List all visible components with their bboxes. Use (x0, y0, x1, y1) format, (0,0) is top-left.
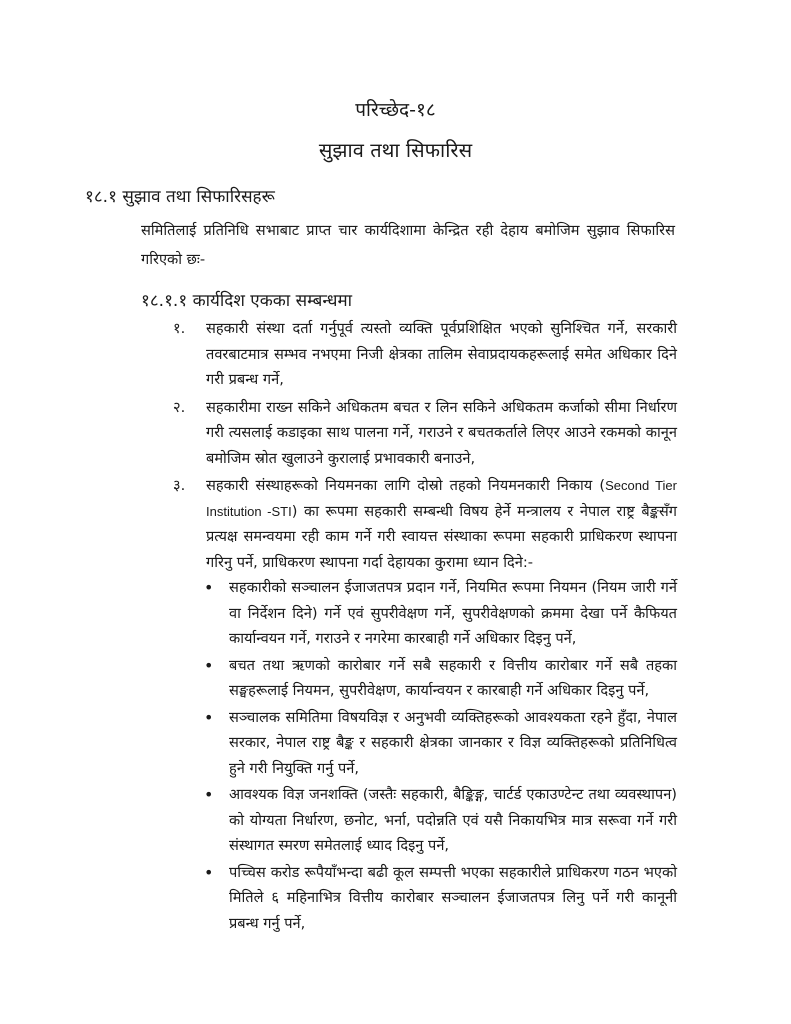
list-item (173, 473, 677, 575)
bullet-item (204, 860, 677, 937)
bullet-icon: • (204, 707, 214, 727)
list-item-text-part: सहकारी संस्थाहरूको नियमनका लागि दोस्रो तहको नियमनकारी निकाय ( (206, 477, 606, 494)
list-item-number: २. (173, 398, 186, 416)
bullet-list (204, 575, 677, 937)
subsection-title: कार्यदिश एकका सम्बन्धमा (192, 291, 353, 311)
numbered-list (173, 316, 677, 577)
list-item-text-part: ) का रूपमा सहकारी सम्बन्धी विषय हेर्ने मन्त्रालय र नेपाल राष्ट्र बैङ्कसँग प्रत्यक्ष समन्वयमा रही काम गर्ने गरी स्वायत्त संस्थाका रूपमा सहकारी प्राधिकरण स्थापना गरिनु पर्ने, प्राधिकरण स्थापना गर्दा देहायका कुरामा ध्यान दिने:- (206, 502, 678, 571)
bullet-icon: • (204, 862, 214, 882)
section-intro-paragraph: समितिलाई प्रतिनिधि सभाबाट प्राप्त चार कार्यदिशामा केन्द्रित रही देहाय बमोजिम सुझाव सिफारिस गरिएको छः- (141, 222, 675, 268)
list-item-text: सहकारी संस्था दर्ता गर्नुपूर्व त्यस्तो व्यक्ति पूर्वप्रशिक्षित भएको सुनिश्चित गर्ने, सरकारी तवरबाटमात्र सम्भव नभएमा निजी क्षेत्रका तालिम सेवाप्रदायकहरूलाई समेत अधिकार दिने गरी प्रबन्ध गर्ने, (206, 320, 677, 388)
bullet-item-text: पच्चिस करोड रूपैयाँभन्दा बढी कूल सम्पत्ती भएका सहकारीले प्राधिकरण गठन भएको मितिले ६ महिनाभित्र वित्तीय कारोबार सञ्चालन ईजाजतपत्र लिनु पर्ने गरी कानूनी प्रबन्ध गर्नु पर्ने, (229, 863, 677, 932)
list-item-number: ३. (173, 477, 186, 494)
bullet-item-text: सहकारीको सञ्चालन ईजाजतपत्र प्रदान गर्ने, नियमित रूपमा नियमन (नियम जारी गर्ने वा निर्देशन दिने) गर्ने एवं सुपरीवेक्षण गर्ने, सुपरीवेक्षणको क्रममा देखा पर्ने कैफियत कार्यान्वयन गर्ने, गराउने र नगरेमा कारबाही गर्ने अधिकार दिइनु पर्ने, (229, 579, 677, 647)
bullet-item-text: सञ्चालक समितिमा विषयविज्ञ र अनुभवी व्यक्तिहरूको आवश्यकता रहने हुँदा, नेपाल सरकार, नेपाल राष्ट्र बैङ्क र सहकारी क्षेत्रका जानकार र विज्ञ व्यक्तिहरूको प्रतिनिधित्व हुने गरी नियुक्ति गर्नु पर्ने, (229, 708, 677, 777)
section-title: सुझाव तथा सिफारिसहरू (122, 187, 275, 207)
list-item (173, 316, 677, 393)
bullet-icon: • (204, 785, 214, 804)
list-item-english-term: Second Tier Institution -STI (206, 478, 677, 519)
bullet-item (204, 705, 677, 782)
bullet-item (204, 782, 677, 859)
section-number: १८.१ (85, 187, 117, 207)
list-item-number: १. (173, 320, 186, 337)
bullet-icon: • (204, 655, 214, 675)
bullet-icon: • (204, 578, 214, 597)
section-heading (85, 184, 275, 207)
subsection-heading (141, 288, 352, 311)
chapter-title: सुझाव तथा सिफारिस (318, 138, 473, 162)
list-item (173, 395, 677, 472)
bullet-item-text: बचत तथा ऋणको कारोबार गर्ने सबै सहकारी र वित्तीय कारोबार गर्ने सबै तहका सङ्घहरूलाई नियमन, सुपरीवेक्षण, कार्यान्वयन र कारबाही गर्ने अधिकार दिइनु पर्ने, (229, 656, 677, 699)
bullet-item-text: आवश्यक विज्ञ जनशक्ति (जस्तैः सहकारी, बैङ्किङ्ग, चार्टर्ड एकाउण्टेन्ट तथा व्यवस्थापन) को योग्यता निर्धारण, छनोट, भर्ना, पदोन्नति एवं यसै निकायभित्र मात्र सरूवा गर्ने गरी संस्थागत स्मरण समेतलाई ध्याद दिइनु पर्ने, (229, 786, 677, 854)
bullet-item (204, 653, 677, 704)
bullet-item (204, 575, 677, 652)
subsection-number: १८.१.१ (141, 291, 188, 311)
list-item-text: सहकारीमा राख्न सकिने अधिकतम बचत र लिन सकिने अधिकतम कर्जाको सीमा निर्धारण गरी त्यसलाई कडाइका साथ पालना गर्ने, गराउने र बचतकर्ताले लिएर आउने रकमको कानून बमोजिम स्रोत खुलाउने कुरालाई प्रभावकारी बनाउने, (206, 398, 677, 467)
chapter-number: परिच्छेद-१८ (355, 99, 436, 121)
